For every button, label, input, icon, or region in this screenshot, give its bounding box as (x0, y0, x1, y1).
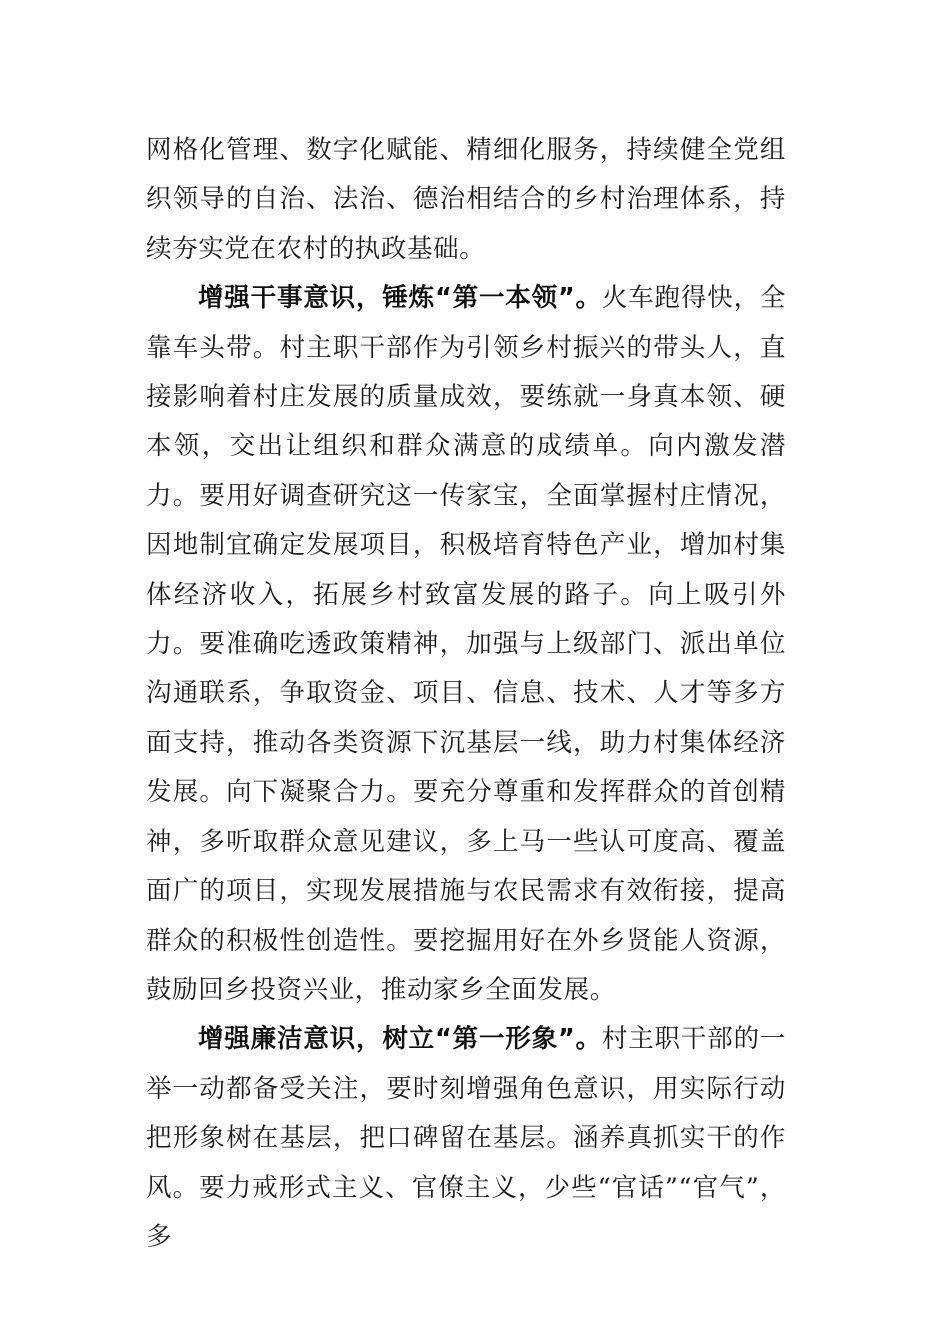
paragraph-3 (146, 1015, 786, 1262)
paragraph-2 (146, 274, 786, 1015)
paragraph-3-text: 村主职干部的一举一动都备受关注，要时刻增强角色意识，用实际行动把形象树在基层，把口碑留在基层。涵养真抓实干的作风。要力戒形式主义、官僚主义，少些“官话”“官气”，多 (146, 1024, 787, 1252)
paragraph-1 (146, 126, 786, 274)
document-body (146, 126, 786, 1262)
paragraph-2-text: 火车跑得快，全靠车头带。村主职干部作为引领乡村振兴的带头人，直接影响着村庄发展的质量成效，要练就一身真本领、硬本领，交出让组织和群众满意的成绩单。向内激发潜力。要用好调查研究这一传家宝，全面掌握村庄情况，因地制宜确定发展项目，积极培育特色产业，增加村集体经济收入，拓展乡村致富发展的路子。向上吸引外力。要准确吃透政策精神，加强与上级部门、派出单位沟通联系，争取资金、项目、信息、技术、人才等多方面支持，推动各类资源下沉基层一线，助力村集体经济发展。向下凝聚合力。要充分尊重和发挥群众的首创精神，多听取群众意见建议，多上马一些认可度高、覆盖面广的项目，实现发展措施与农民需求有效衔接，提高群众的积极性创造性。要挖掘用好在外乡贤能人资源，鼓励回乡投资兴业，推动家乡全面发展。 (146, 283, 787, 1005)
paragraph-2-heading: 增强干事意识，锤炼“第一本领”。 (198, 283, 602, 314)
paragraph-3-heading: 增强廉洁意识，树立“第一形象”。 (198, 1024, 602, 1055)
paragraph-1-text: 网格化管理、数字化赋能、精细化服务，持续健全党组织领导的自治、法治、德治相结合的乡村治理体系，持续夯实党在农村的执政基础。 (146, 135, 786, 264)
